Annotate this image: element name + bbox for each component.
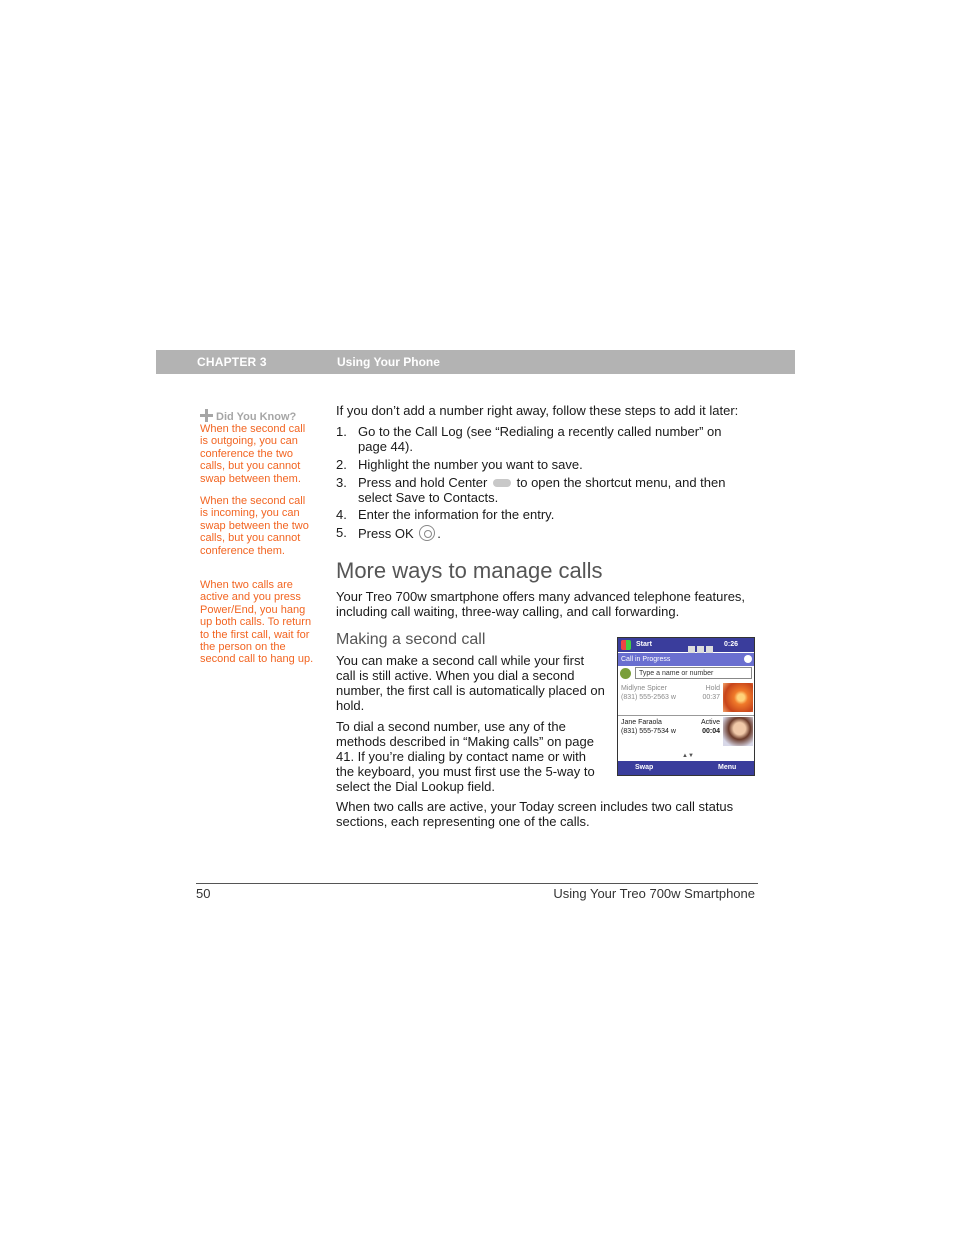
section-paragraph: Your Treo 700w smartphone offers many advanced telephone features, including call waiting, three-way calling, and call forwarding.: [336, 589, 746, 619]
did-you-know-heading: [200, 409, 296, 423]
step-number: 3.: [336, 475, 347, 490]
chapter-title: Using Your Phone: [337, 355, 440, 369]
call-status: Active: [700, 719, 720, 726]
step-text: Go to the Call Log (see “Redialing a recently called number” on page 44).: [358, 424, 722, 454]
phone-start-label: Start: [636, 641, 652, 648]
step-text-before: Press OK: [358, 526, 414, 541]
caller-name: Jane Faraola: [621, 719, 662, 726]
did-you-know-label: Did You Know?: [216, 411, 297, 423]
body-paragraph: When two calls are active, your Today screen includes two call status sections, each representing one of the calls.: [336, 799, 734, 829]
subsection-heading: Making a second call: [336, 631, 486, 648]
ok-button-icon: [419, 525, 435, 541]
step-number: 4.: [336, 507, 347, 522]
step-text: [358, 475, 753, 505]
plus-icon: [200, 409, 213, 422]
caller-photo: [723, 683, 753, 712]
footer-title: Using Your Treo 700w Smartphone: [553, 886, 755, 901]
step-number: 1.: [336, 424, 347, 439]
body-paragraph: You can make a second call while your first call is still active. When you dial a second number, the first call is automatically placed on hold.: [336, 653, 605, 713]
swap-softkey: Swap: [635, 764, 654, 771]
scroll-arrows-icon: ▲▼: [682, 753, 694, 759]
dial-lookup: [620, 667, 752, 681]
step-number: 5.: [336, 525, 347, 540]
caller-name: Midlyne Spicer: [621, 685, 667, 692]
footer-divider: [196, 883, 758, 884]
caller-number: (831) 555-2563 w: [621, 694, 676, 701]
phone-screenshot: [617, 637, 755, 776]
call-status-section: [618, 682, 754, 714]
step-text-after: .: [437, 526, 441, 541]
close-icon: [744, 655, 752, 663]
step-text: Highlight the number you want to save.: [358, 457, 583, 472]
dial-lookup-field: Type a name or number: [635, 667, 752, 679]
intro-paragraph: If you don’t add a number right away, follow these steps to add it later:: [336, 403, 739, 418]
page-number: 50: [196, 886, 211, 901]
chapter-label: CHAPTER 3: [197, 355, 267, 369]
phone-screen-title: Call in Progress: [621, 656, 671, 663]
sidebar-tip: When the second call is outgoing, you can conference the two calls, but you cannot swap between them.: [200, 423, 306, 485]
phone-status-icons: [688, 641, 718, 649]
call-status: Hold: [705, 685, 720, 692]
sidebar-tip: When two calls are active and you press Power/End, you hang up both calls. To return to the first call, wait for the person on the second call to hang up.: [200, 579, 314, 666]
call-status-section: [618, 715, 754, 748]
caller-number: (831) 555-7534 w: [621, 728, 676, 735]
call-duration: 00:37: [702, 694, 720, 701]
call-duration: 00:04: [702, 728, 720, 735]
body-paragraph: To dial a second number, use any of the methods described in “Making calls” on page 41. If you’re dialing by contact name or with the keyboard, you must first use the 5-way to select the Dial Lookup field.: [336, 719, 595, 794]
center-button-icon: [493, 479, 511, 487]
sidebar-tip: When the second call is incoming, you can swap between the two calls, but you cannot conference them.: [200, 495, 309, 557]
windows-logo-icon: [621, 640, 631, 650]
section-heading: More ways to manage calls: [336, 558, 603, 583]
phone-time: 0:26: [724, 641, 739, 648]
contacts-icon: [620, 668, 631, 679]
step-text: [358, 525, 753, 541]
caller-photo: [723, 717, 753, 746]
step-number: 2.: [336, 457, 347, 472]
menu-softkey: Menu: [718, 764, 737, 771]
step-text-after: to open the shortcut menu, and then select Save to Contacts.: [358, 475, 726, 505]
step-text-before: Press and hold Center: [358, 475, 488, 490]
step-text: Enter the information for the entry.: [358, 507, 555, 522]
